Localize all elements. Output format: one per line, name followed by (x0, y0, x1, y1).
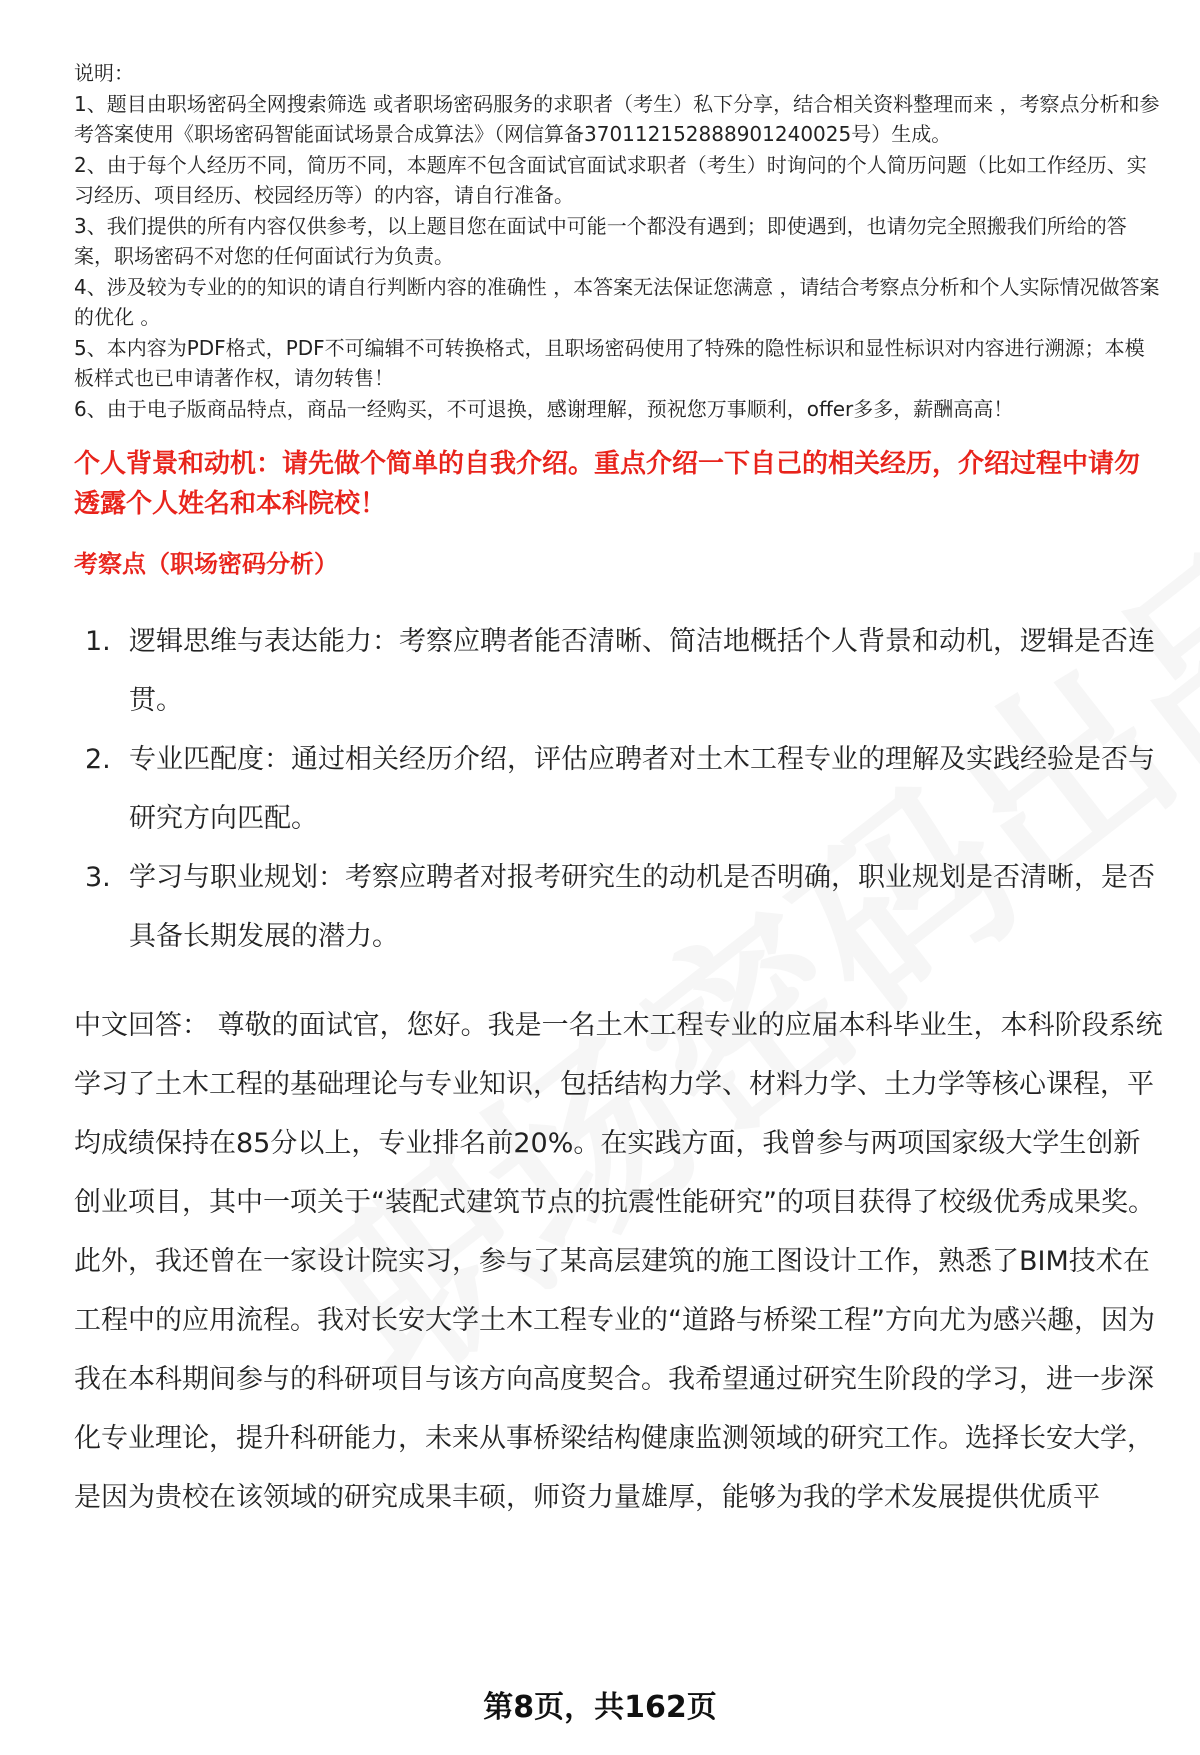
points-heading: 考察点（职场密码分析） (74, 550, 338, 578)
point-item (74, 848, 1164, 966)
point-number: 2. (85, 744, 111, 775)
point-text: 逻辑思维与表达能力：考察应聘者能否清晰、简洁地概括个人背景和动机，逻辑是否连贯。 (129, 626, 1155, 716)
point-number: 1. (85, 626, 111, 657)
note-item-2: 2、由于每个人经历不同，简历不同，本题库不包含面试官面试求职者（考生）时询问的个人简历问题（比如工作经历、实习经历、项目经历、校园经历等）的内容，请自行准备。 (74, 152, 1147, 207)
note-item-1: 1、题目由职场密码全网搜索筛选 或者职场密码服务的求职者（考生）私下分享，结合相关资料整理而来 ，考察点分析和参考答案使用《职场密码智能面试场景合成算法》（网信算备370112152888901240025号）生成。 (74, 91, 1160, 146)
point-text: 专业匹配度：通过相关经历介绍，评估应聘者对土木工程专业的理解及实践经验是否与研究方向匹配。 (129, 744, 1155, 834)
question-title: 个人背景和动机：请先做个简单的自我介绍。重点介绍一下自己的相关经历，介绍过程中请勿透露个人姓名和本科院校！ (74, 449, 1141, 519)
note-item-6: 6、由于电子版商品特点，商品一经购买，不可退换，感谢理解，预祝您万事顺利，offer多多，薪酬高高！ (74, 396, 1014, 421)
page-number: 第8页，共162页 (483, 1690, 717, 1725)
note-item-3: 3、我们提供的所有内容仅供参考，以上题目您在面试中可能一个都没有遇到；即使遇到，也请勿完全照搬我们所给的答案，职场密码不对您的任何面试行为负责。 (74, 213, 1127, 268)
document-page (74, 58, 1164, 1527)
point-number: 3. (85, 862, 111, 893)
point-text: 学习与职业规划：考察应聘者对报考研究生的动机是否明确，职业规划是否清晰，是否具备长期发展的潜力。 (129, 862, 1155, 952)
notes-heading: 说明： (74, 61, 134, 85)
notes-section (74, 58, 1164, 424)
point-item (74, 612, 1164, 730)
answer-paragraph: 中文回答： 尊敬的面试官，您好。我是一名土木工程专业的应届本科毕业生，本科阶段系统学习了土木工程的基础理论与专业知识，包括结构力学、材料力学、土力学等核心课程，平均成绩保持在85分以上，专业排名前20%。在实践方面，我曾参与两项国家级大学生创新创业项目，其中一项关于“装配式建筑节点的抗震性能研究”的项目获得了校级优秀成果奖。此外，我还曾在一家设计院实习，参与了某高层建筑的施工图设计工作，熟悉了BIM技术在工程中的应用流程。我对长安大学土木工程专业的“道路与桥梁工程”方向尤为感兴趣，因为我在本科期间参与的科研项目与该方向高度契合。我希望通过研究生阶段的学习，进一步深化专业理论，提升科研能力，未来从事桥梁结构健康监测领域的研究工作。选择长安大学，是因为贵校在该领域的研究成果丰硕，师资力量雄厚，能够为我的学术发展提供优质平 (74, 1010, 1163, 1513)
note-item-4: 4、涉及较为专业的的知识的请自行判断内容的准确性 ，本答案无法保证您满意 ，请结合考察点分析和个人实际情况做答案的优化 。 (74, 274, 1160, 329)
point-item (74, 730, 1164, 848)
points-list (74, 612, 1164, 966)
note-item-5: 5、本内容为PDF格式，PDF不可编辑不可转换格式，且职场密码使用了特殊的隐性标识和显性标识对内容进行溯源；本模板样式也已申请著作权，请勿转售！ (74, 335, 1145, 390)
